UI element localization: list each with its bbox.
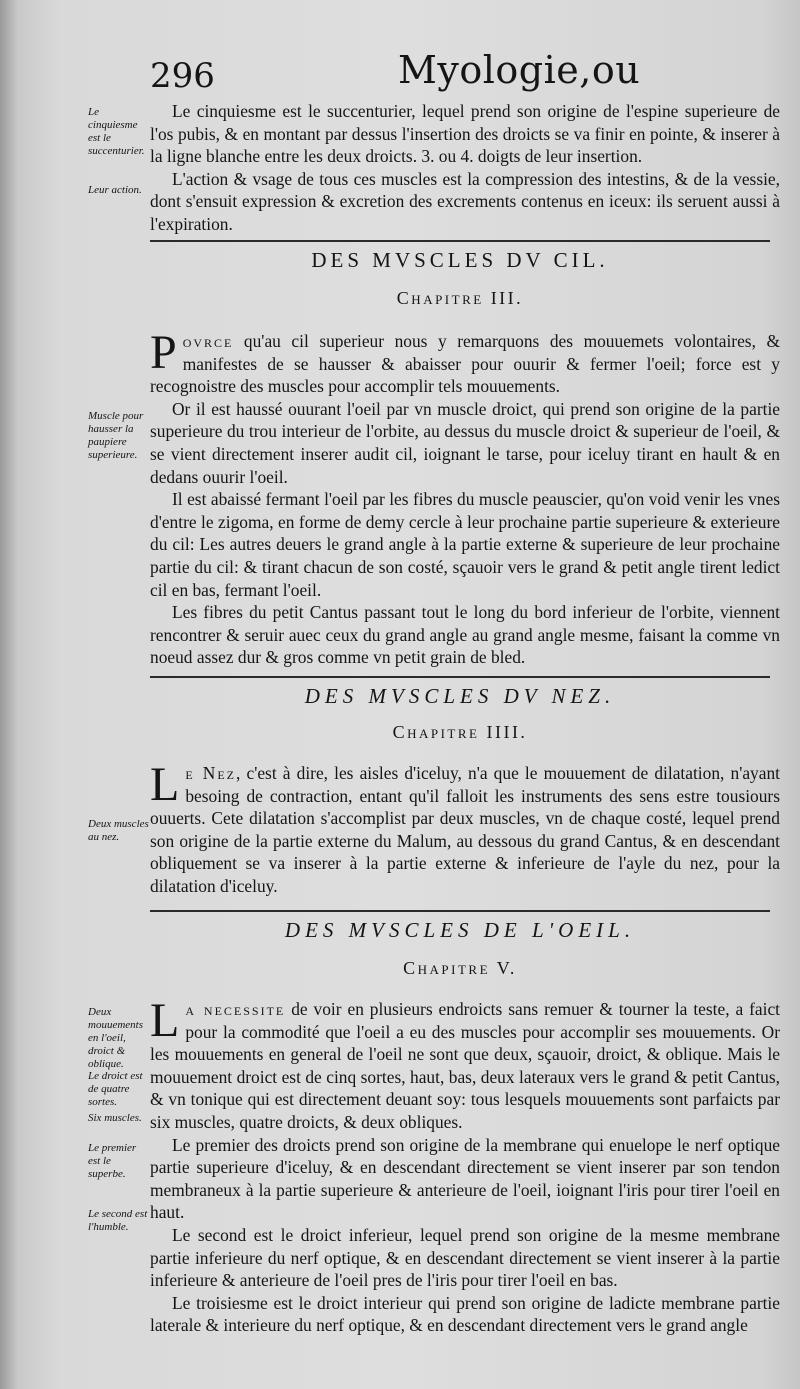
chapter-title: Chapitre IIII. [392, 722, 528, 742]
paragraph: Le premier des droicts prend son origine de la membrane qui enuelope le nerf optique partie superieure d'iceluy, & en descendant directement se vient inserer par son tendon membraneux à la partie superieure & anterieure de l'oeil, ioignant l'iris pour tirer l'oeil en haut. [150, 1134, 780, 1223]
margin-note: Deux muscles au nez. [88, 818, 149, 843]
margin-note: Le droict est de quatre sortes. [88, 1070, 143, 1108]
paragraph [150, 326, 780, 398]
margin-note: Le cinquiesme est le succenturier. [88, 106, 145, 157]
paragraph: Le cinquiesme est le succenturier, lequel prend son origine de l'espine superieure de l'os pubis, & en montant par dessus l'insertion des droicts se va finir en pointe, & inserer à la ligne blanche entre les deux droicts. 3. ou 4. doigts de leur insertion. [150, 101, 780, 167]
paragraph: Or il est haussé ouurant l'oeil par vn muscle droict, qui prend son origine de la partie superieure du trou interieur de l'orbite, au dessus du muscle droict & superieur de l'oeil, & se vient directement inserer audit cil, ioignant le tarse, pour iceluy tirant en hault & en dedans ouurir l'oeil. [150, 398, 780, 487]
page-header [0, 44, 800, 100]
paragraph: L'action & vsage de tous ces muscles est la compression des intestins, & de la vessie, dont s'ensuit expression & excretion des excrements contenus en iceux: ils seruent aussi à l'expiration. [150, 168, 780, 234]
text-block-cil [150, 326, 780, 669]
margin-note: Le second est l'humble. [88, 1208, 148, 1233]
drop-cap: L [150, 758, 180, 811]
paragraph-text: qu'au cil superieur nous y remarquons des mouuemets volontaires, & manifestes de se hausser & abaisser pour ouurir & fermer l'oeil; force est y recognoistre des muscles pour accomplir tels mouuements. [150, 331, 780, 397]
paragraph [150, 994, 780, 1134]
margin-note: Deux mouuements en l'oeil, droict & oblique. [88, 1006, 143, 1070]
margin-note: Muscle pour hausser la paupiere superieure. [88, 410, 144, 461]
section-rule [150, 676, 770, 678]
lead-word: ovrce [182, 331, 234, 351]
drop-cap: L [150, 994, 180, 1047]
chapter-title: Chapitre V. [403, 958, 517, 978]
paragraph-text: , c'est à dire, les aisles d'iceluy, n'a que le mouuement de dilatation, n'ayant besoing de contraction, entant qu'il falloit les instruments des sens estre tousiours ouuerts. Cete dilatation s'accomplist par deux muscles, vn de chaque costé, lequel prend son origine de la partie externe du Malum, au dessous du grand Cantus, & en descendant obliquement se va inserer à la partie externe & inferieure de l'ayle du nez, pour la dilatation d'iceluy. [150, 763, 780, 896]
paragraph-text: de voir en plusieurs endroicts sans remuer & tourner la teste, a faict pour la commodité que l'oeil a eu des muscles pour accomplir ses mouuements. Or les mouuements en general de l'oeil ne sont que deux, sçauoir, droict, & oblique. Mais le mouuement droict est de cinq sortes, haut, bas, deux lateraux vers le grand & petit Cantus, & vn tonique qui est directement deuant soy: tous lesquels mouuements sont parfaicts par six muscles, quatre droicts, & deux obliques. [150, 999, 780, 1132]
drop-cap: P [150, 326, 177, 379]
paragraph: Il est abaissé fermant l'oeil par les fibres du muscle peauscier, qu'on void venir les vnes d'entre le zigoma, en forme de demy cercle à leur prochaine partie superieure & exterieure du cil: Les autres deuers le grand angle à la partie externe & superieure de leur prochaine partie du cil: & tirant chacun de son costé, sçauoir vers le grand & petit angle tirent ledict cil en bas, fermant l'oeil. [150, 489, 780, 600]
paragraph: Le troisiesme est le droict interieur qui prend son origine de ladicte membrane partie laterale & interieure du nerf optique, & en descendant directement vers le grand angle [150, 1292, 780, 1336]
paragraph [150, 758, 780, 898]
lead-word: e Nez [185, 763, 237, 783]
margin-note: Six muscles. [88, 1112, 142, 1124]
section-heading-oeil: DES MVSCLES DE L'OEIL. [284, 918, 636, 942]
margin-note: Le premier est le superbe. [88, 1142, 137, 1180]
paragraph: Le second est le droict inferieur, lequel prend son origine de la mesme membrane partie inferieure du nerf optique, & en descendant directement se vient inserer à la partie inferieure & anterieure de l'oeil pres de l'iris pour tirer l'oeil en bas. [150, 1224, 780, 1291]
section-heading-cil: DES MVSCLES DV CIL. [311, 248, 609, 272]
section-rule [150, 240, 770, 242]
margin-note: Leur action. [88, 184, 142, 196]
chapter-title: Chapitre III. [396, 288, 524, 308]
paragraph: Les fibres du petit Cantus passant tout le long du bord inferieur de l'orbite, viennent rencontrer & seruir auec ceux du grand angle au grand angle mesme, faisant la comme vn noeud assez dur & gros comme vn petit grain de bled. [150, 602, 780, 668]
text-block-nez [150, 758, 780, 898]
text-block-continuation [150, 100, 780, 236]
lead-word: a necessite [185, 999, 286, 1019]
section-rule [150, 910, 770, 912]
page-number: 296 [150, 56, 215, 96]
running-title: Myologie,ou [398, 48, 641, 92]
section-heading-nez: DES MVSCLES DV NEZ. [304, 684, 616, 708]
text-block-oeil [150, 994, 780, 1337]
